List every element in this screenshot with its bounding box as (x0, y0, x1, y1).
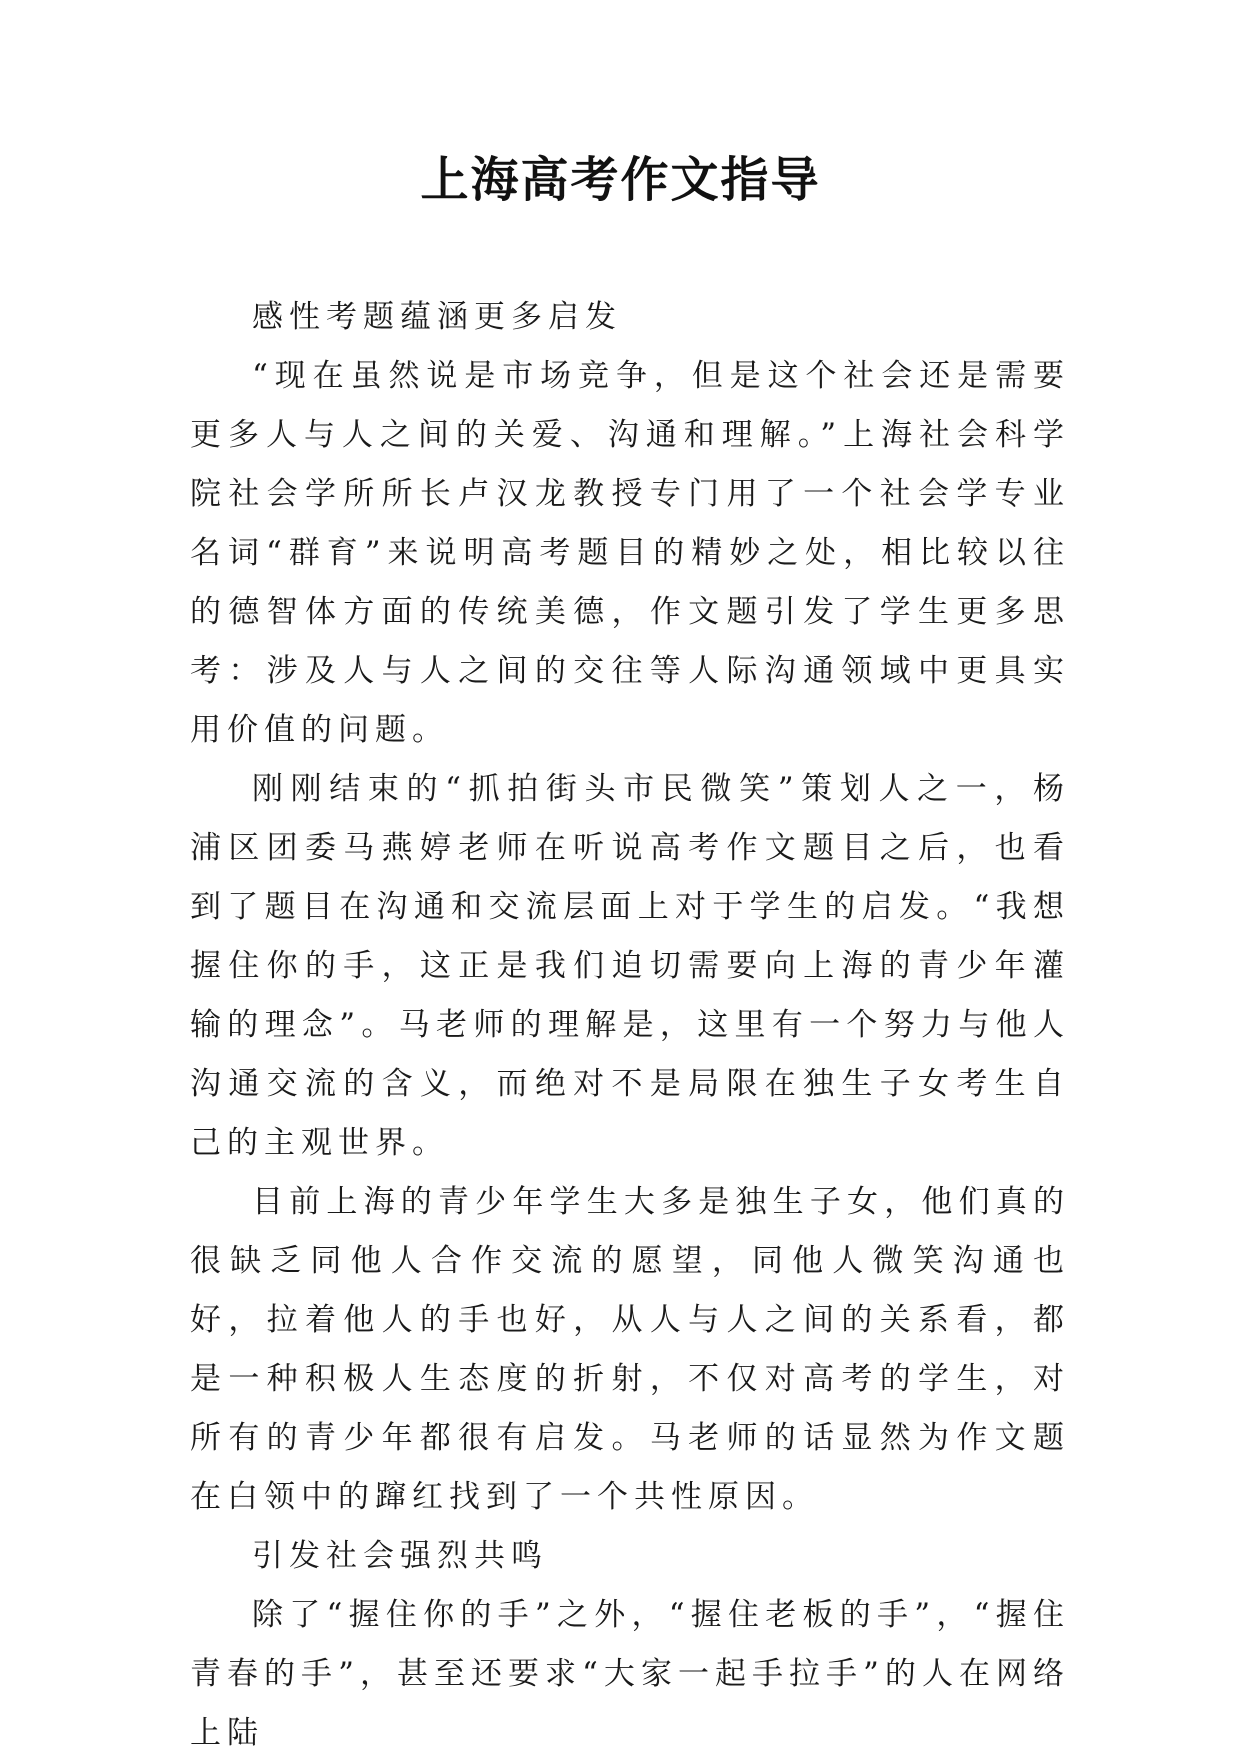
document-title: 上海高考作文指导 (420, 152, 821, 208)
body-paragraph: 目前上海的青少年学生大多是独生子女，他们真的很缺乏同他人合作交流的愿望，同他人微笑沟通也好，拉着他人的手也好，从人与人之间的关系看，都是一种积极人生态度的折射，不仅对高考的学生，对所有的青少年都很有启发。马老师的话显然为作文题在白领中的蹿红找到了一个共性原因。 (190, 1184, 1070, 1515)
section-heading: 感性考题蕴涵更多启发 (252, 299, 622, 335)
body-paragraph: “现在虽然说是市场竞争，但是这个社会还是需要更多人与人之间的关爱、沟通和理解。”上海社会科学院社会学所所长卢汉龙教授专门用了一个社会学专业名词“群育”来说明高考题目的精妙之处，相比较以往的德智体方面的传统美德，作文题引发了学生更多思考：涉及人与人之间的交往等人际沟通领域中更具实用价值的问题。 (190, 358, 1070, 748)
body-paragraph: 刚刚结束的“抓拍街头市民微笑”策划人之一，杨浦区团委马燕婷老师在听说高考作文题目之后，也看到了题目在沟通和交流层面上对于学生的启发。“我想握住你的手，这正是我们迫切需要向上海的青少年灌输的理念”。马老师的理解是，这里有一个努力与他人沟通交流的含义，而绝对不是局限在独生子女考生自己的主观世界。 (190, 771, 1070, 1161)
section-heading: 引发社会强烈共鸣 (252, 1538, 548, 1574)
body-paragraph: 除了“握住你的手”之外，“握住老板的手”，“握住青春的手”，甚至还要求“大家一起手拉手”的人在网络上陆 (190, 1597, 1070, 1751)
document-body (190, 288, 1070, 1763)
